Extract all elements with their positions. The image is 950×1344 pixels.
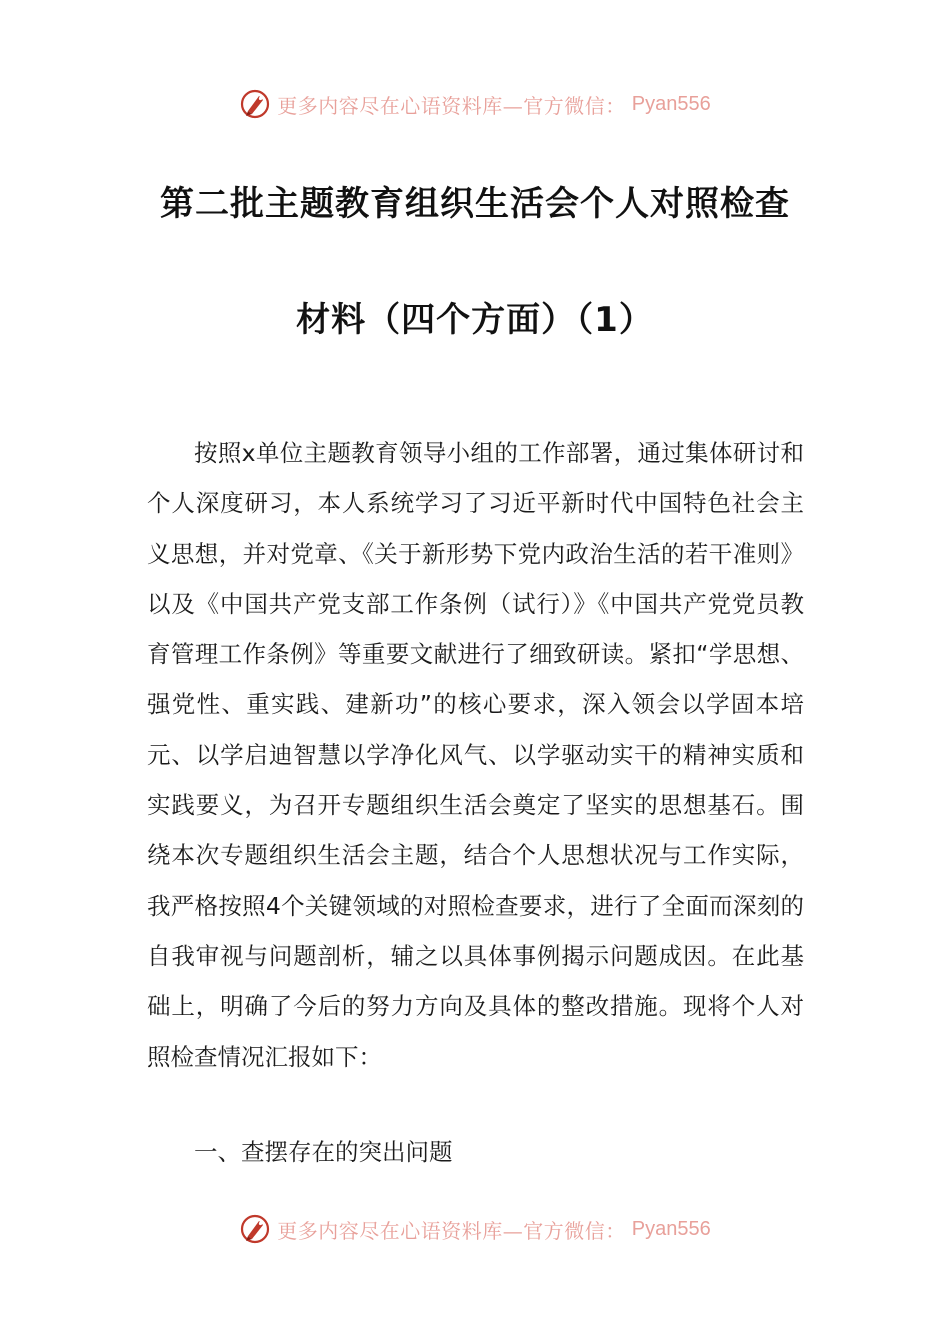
pen-nib-logo-icon xyxy=(239,88,271,120)
watermark-handle: Pyan556 xyxy=(631,92,711,115)
document-body xyxy=(147,428,804,1082)
watermark-text: 更多内容尽在心语资料库—官方微信： xyxy=(277,93,626,118)
watermark-text: 更多内容尽在心语资料库—官方微信： xyxy=(277,1218,626,1243)
watermark-footer xyxy=(0,1209,950,1249)
document-title-line-2: 材料（四个方面）（1） xyxy=(296,300,654,340)
section-heading: 一、查摆存在的突出问题 xyxy=(194,1138,453,1166)
intro-paragraph: 按照x单位主题教育领导小组的工作部署，通过集体研讨和个人深度研习，本人系统学习了习近平新时代中国特色社会主义思想，并对党章、《关于新形势下党内政治生活的若干准则》以及《中国共产党支部工作条例（试行）》《中国共产党党员教育管理工作条例》等重要文献进行了细致研读。紧扣“学思想、强党性、重实践、建新功”的核心要求，深入领会以学固本培元、以学启迪智慧以学净化风气、以学驱动实干的精神实质和实践要义，为召开专题组织生活会奠定了坚实的思想基石。围绕本次专题组织生活会主题，结合个人思想状况与工作实际，我严格按照4个关键领域的对照检查要求，进行了全面而深刻的自我审视与问题剖析，辅之以具体事例揭示问题成因。在此基础上，明确了今后的努力方向及具体的整改措施。现将个人对照检查情况汇报如下： xyxy=(147,439,804,1071)
document-title-line-1: 第二批主题教育组织生活会个人对照检查 xyxy=(160,184,790,224)
pen-nib-logo-icon xyxy=(239,1213,271,1245)
watermark-header xyxy=(0,84,950,124)
watermark-handle: Pyan556 xyxy=(631,1217,711,1240)
